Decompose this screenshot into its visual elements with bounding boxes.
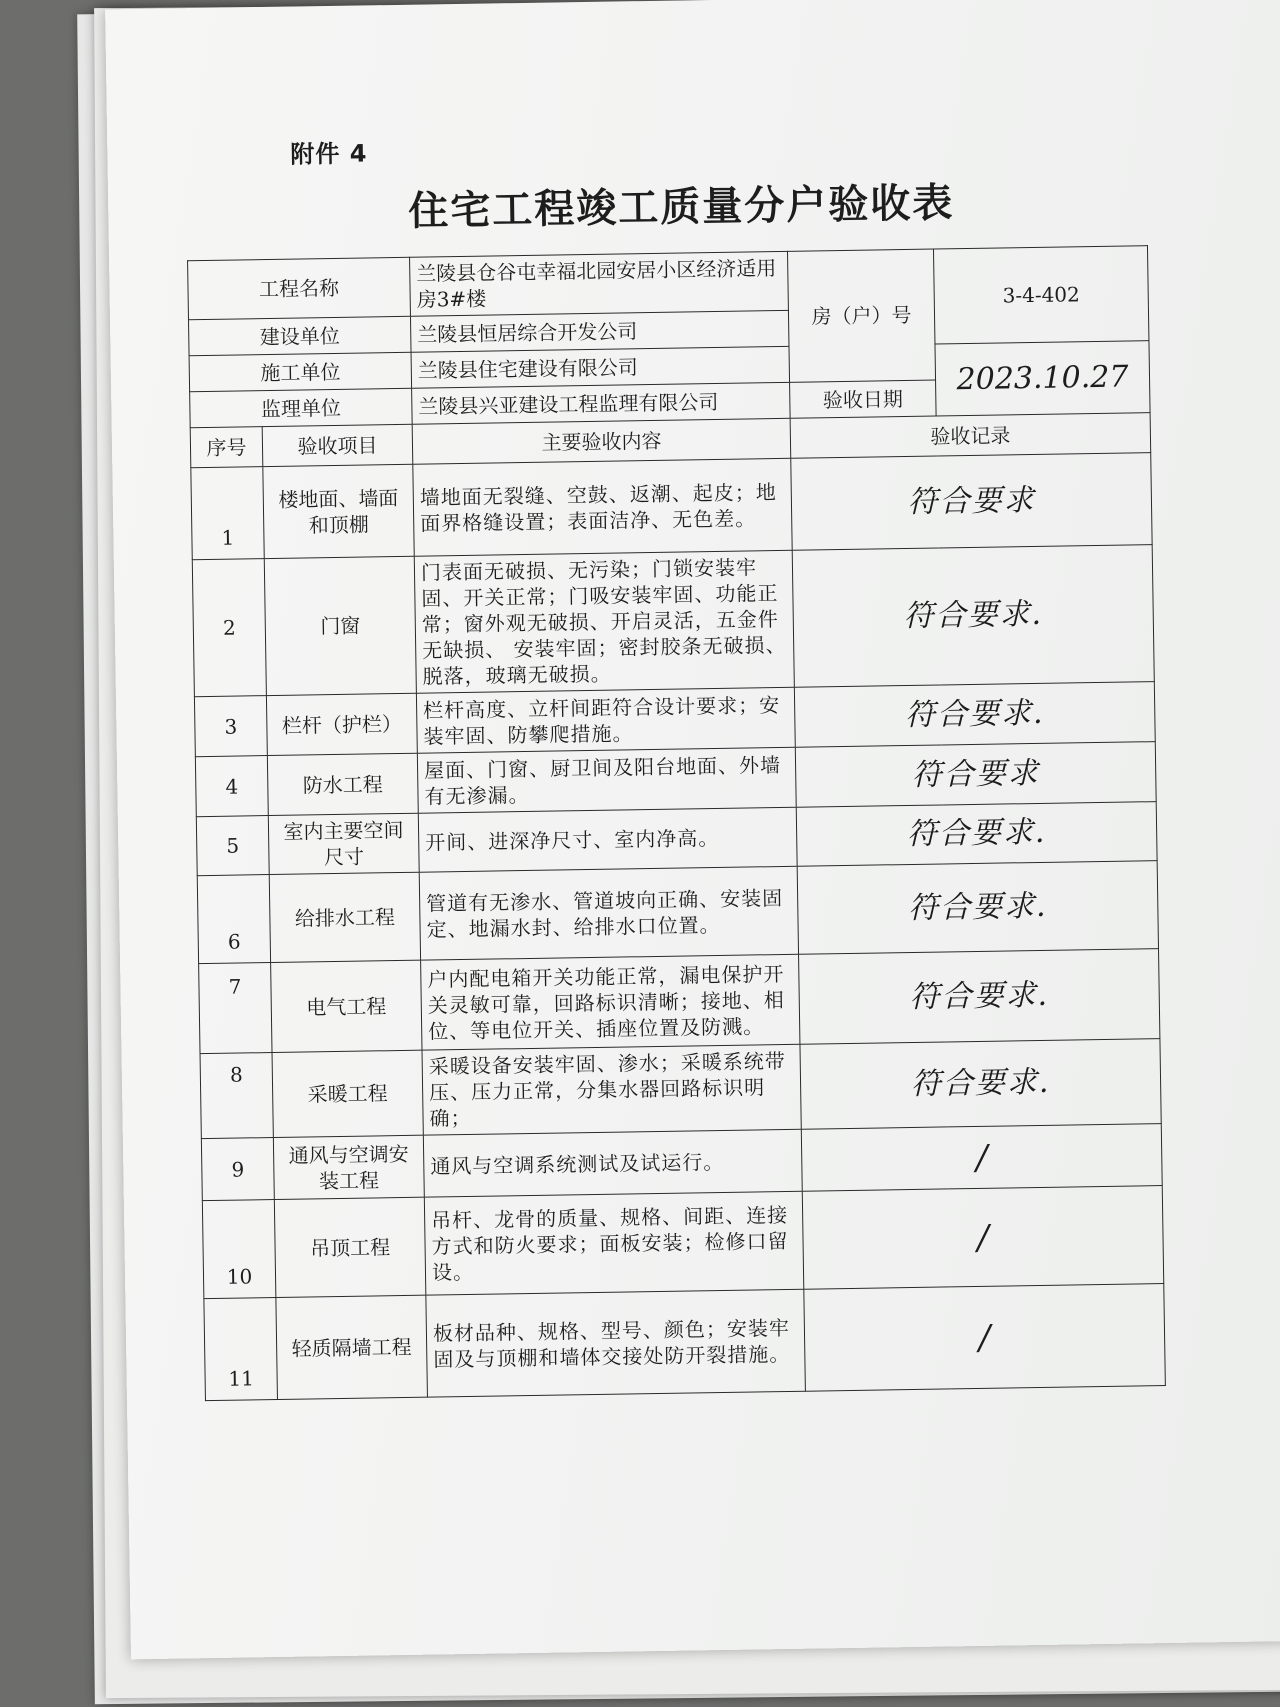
row-item: 给排水工程 (269, 872, 420, 962)
row-content: 通风与空调系统测试及试运行。 (423, 1129, 802, 1197)
row-content: 吊杆、龙骨的质量、规格、间距、连接方式和防火要求；面板安装；检修口留设。 (424, 1191, 803, 1295)
row-no: 3 (194, 696, 267, 757)
constructor-value: 兰陵县住宅建设有限公司 (411, 346, 790, 388)
table-row (191, 453, 1152, 560)
row-content: 门表面无破损、无污染；门锁安装牢固、开关正常；门吸安装牢固、功能正常；窗外观无破损、开启灵活，五金件无缺损、 安装牢固；密封胶条无破损、脱落，玻璃无破损。 (414, 550, 794, 693)
header-record: 验收记录 (790, 413, 1151, 459)
row-record-handwritten: 符合要求. (794, 682, 1155, 748)
attachment-label: 附件 4 (290, 139, 368, 169)
row-record-handwritten: 符合要求 (795, 742, 1156, 808)
row-no: 9 (201, 1138, 274, 1201)
row-record-handwritten: 符合要求. (800, 1039, 1161, 1130)
builder-value: 兰陵县恒居综合开发公司 (410, 310, 789, 352)
table-row (200, 1039, 1161, 1139)
row-content: 栏杆高度、立杆间距符合设计要求；安装牢固、防攀爬措施。 (416, 687, 795, 753)
row-item: 吊顶工程 (274, 1197, 426, 1297)
table-row (204, 1284, 1165, 1401)
supervisor-label: 监理单位 (190, 388, 413, 427)
row-record-handwritten: 符合要求. (799, 949, 1160, 1045)
row-no: 6 (197, 875, 270, 964)
row-item: 轻质隔墙工程 (276, 1295, 428, 1399)
row-content: 采暖设备安装牢固、渗水；采暖系统带压、压力正常，分集水器回路标识明确； (422, 1044, 801, 1135)
room-value: 3-4-402 (933, 246, 1148, 344)
row-item: 室内主要空间尺寸 (268, 813, 419, 874)
row-content: 板材品种、规格、型号、颜色；安装牢固及与顶棚和墙体交接处防开裂措施。 (426, 1289, 806, 1397)
row-content: 墙地面无裂缝、空鼓、返潮、起皮；地面界格缝设置；表面洁净、无色差。 (413, 458, 792, 556)
row-content: 管道有无渗水、管道坡向正确、安装固定、地漏水封、给排水口位置。 (419, 866, 798, 960)
project-name-label: 工程名称 (188, 257, 411, 319)
form-title: 住宅工程竣工质量分户验收表 (407, 180, 955, 235)
acceptance-table (187, 245, 1166, 1401)
row-no: 10 (202, 1200, 276, 1299)
row-item: 楼地面、墙面和顶棚 (263, 464, 414, 558)
room-label: 房（户）号 (787, 249, 935, 382)
table-row (192, 545, 1154, 697)
row-item: 电气工程 (271, 960, 422, 1052)
header-item: 验收项目 (262, 424, 413, 466)
row-no: 7 (199, 963, 272, 1054)
header-content: 主要验收内容 (412, 418, 791, 464)
row-record-handwritten: 符合要求 (791, 453, 1152, 551)
row-content: 户内配电箱开关功能正常，漏电保护开关灵敏可靠，回路标识清晰；接地、相位、等电位开关、插座位置及防溅。 (421, 954, 800, 1050)
row-record-slash: / (801, 1124, 1162, 1192)
supervisor-value: 兰陵县兴亚建设工程监理有限公司 (412, 382, 791, 424)
row-no: 4 (195, 756, 268, 817)
builder-label: 建设单位 (188, 316, 411, 355)
row-item: 防水工程 (267, 753, 418, 815)
row-record-slash: / (802, 1186, 1163, 1290)
row-no: 8 (200, 1053, 273, 1139)
row-record-handwritten: 符合要求. (797, 861, 1158, 955)
row-record-slash: / (804, 1284, 1166, 1392)
row-item: 采暖工程 (272, 1050, 423, 1137)
row-item: 通风与空调安装工程 (273, 1135, 424, 1199)
table-row (202, 1186, 1163, 1299)
row-item: 栏杆（护栏） (266, 693, 417, 755)
row-record-handwritten: 符合要求. (792, 545, 1154, 688)
header-no: 序号 (190, 427, 263, 468)
row-item: 门窗 (264, 556, 416, 695)
acceptance-date-value: 2023.10.27 (935, 341, 1150, 416)
acceptance-date-label: 验收日期 (790, 380, 937, 418)
form-page (105, 0, 1280, 1659)
table-row (197, 861, 1158, 964)
row-no: 11 (204, 1298, 278, 1401)
constructor-label: 施工单位 (189, 352, 412, 391)
row-record-handwritten: 符合要求. (796, 802, 1157, 867)
row-content: 屋面、门窗、厨卫间及阳台地面、外墙有无渗漏。 (417, 747, 796, 813)
row-content: 开间、进深净尺寸、室内净高。 (418, 807, 797, 872)
row-no: 1 (191, 467, 264, 560)
row-no: 2 (192, 559, 266, 697)
row-no: 5 (196, 816, 269, 876)
project-name-value: 兰陵县仓谷屯幸福北园安居小区经济适用房3#楼 (410, 251, 789, 316)
table-row (199, 949, 1160, 1054)
